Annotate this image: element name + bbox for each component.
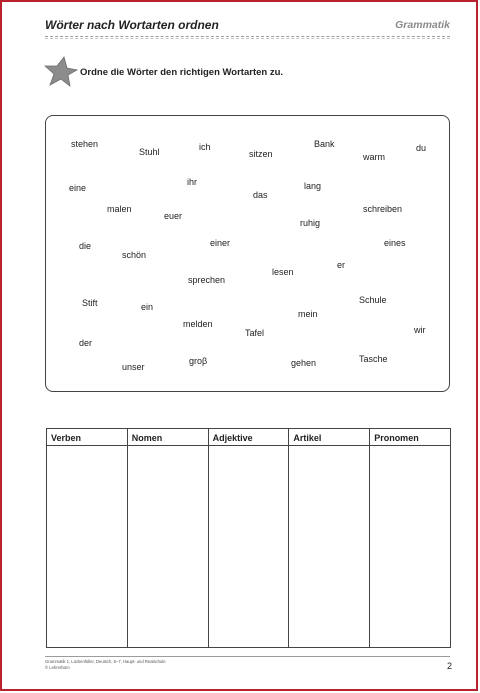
word-type-table bbox=[46, 428, 451, 648]
answer-cell-pronomen[interactable] bbox=[370, 446, 451, 648]
word-item: eines bbox=[384, 238, 406, 248]
word-item: warm bbox=[363, 152, 385, 162]
word-item: wir bbox=[414, 325, 426, 335]
header bbox=[45, 18, 450, 36]
answer-cell-artikel[interactable] bbox=[289, 446, 370, 648]
header-divider-secondary bbox=[45, 38, 450, 39]
word-item: er bbox=[337, 260, 346, 270]
word-item: der bbox=[79, 338, 93, 348]
footer-divider bbox=[45, 656, 450, 657]
word-item: sitzen bbox=[249, 149, 273, 159]
footer-credits bbox=[45, 659, 166, 670]
star-icon bbox=[44, 56, 78, 88]
word-item: malen bbox=[107, 204, 132, 214]
answer-cell-adjektive[interactable] bbox=[208, 446, 289, 648]
word-item: ein bbox=[141, 302, 154, 312]
word-item: Stift bbox=[82, 298, 98, 308]
word-item: Tasche bbox=[359, 354, 388, 364]
subject-label: Grammatik bbox=[395, 19, 450, 31]
word-item: ihr bbox=[187, 177, 198, 187]
word-item: Schule bbox=[359, 295, 387, 305]
table-header-row bbox=[47, 429, 451, 446]
word-item: unser bbox=[122, 362, 145, 372]
word-item: Tafel bbox=[245, 328, 265, 338]
answer-cell-verben[interactable] bbox=[47, 446, 128, 648]
word-item: schön bbox=[122, 250, 147, 260]
word-item: das bbox=[253, 190, 268, 200]
column-header-nomen: Nomen bbox=[127, 429, 208, 446]
word-item: die bbox=[79, 241, 92, 251]
word-item: lang bbox=[304, 181, 322, 191]
column-header-verben: Verben bbox=[47, 429, 128, 446]
word-item: ich bbox=[199, 142, 211, 152]
word-item: schreiben bbox=[363, 204, 403, 214]
task-instruction-row bbox=[44, 56, 444, 90]
column-header-pronomen: Pronomen bbox=[370, 429, 451, 446]
answer-cell-nomen[interactable] bbox=[127, 446, 208, 648]
word-item: einer bbox=[210, 238, 231, 248]
word-item: eine bbox=[69, 183, 87, 193]
word-item: groβ bbox=[189, 356, 208, 366]
word-item: gehen bbox=[291, 358, 317, 368]
word-item: euer bbox=[164, 211, 183, 221]
word-item: Bank bbox=[314, 139, 335, 149]
table-row bbox=[47, 446, 451, 648]
word-item: stehen bbox=[71, 139, 99, 149]
task-instruction: Ordne die Wörter den richtigen Wortarten zu. bbox=[80, 67, 284, 78]
header-divider bbox=[45, 36, 450, 37]
word-item: mein bbox=[298, 309, 318, 319]
word-item: ruhig bbox=[300, 218, 321, 228]
footer-line: Grammatik 1, Lückenfüller, Deutsch, 5–7, Haupt- und Realschule bbox=[45, 659, 166, 664]
word-item: melden bbox=[183, 319, 213, 329]
word-item: Stuhl bbox=[139, 147, 160, 157]
footer-line: © Lehrerbüro bbox=[45, 664, 70, 670]
page-number: 2 bbox=[446, 661, 452, 671]
word-item: lesen bbox=[272, 267, 294, 277]
word-item: du bbox=[416, 143, 427, 153]
word-box bbox=[45, 115, 450, 392]
column-header-adjektive: Adjektive bbox=[208, 429, 289, 446]
column-header-artikel: Artikel bbox=[289, 429, 370, 446]
word-item: sprechen bbox=[188, 275, 226, 285]
page-title: Wörter nach Wortarten ordnen bbox=[45, 18, 219, 32]
